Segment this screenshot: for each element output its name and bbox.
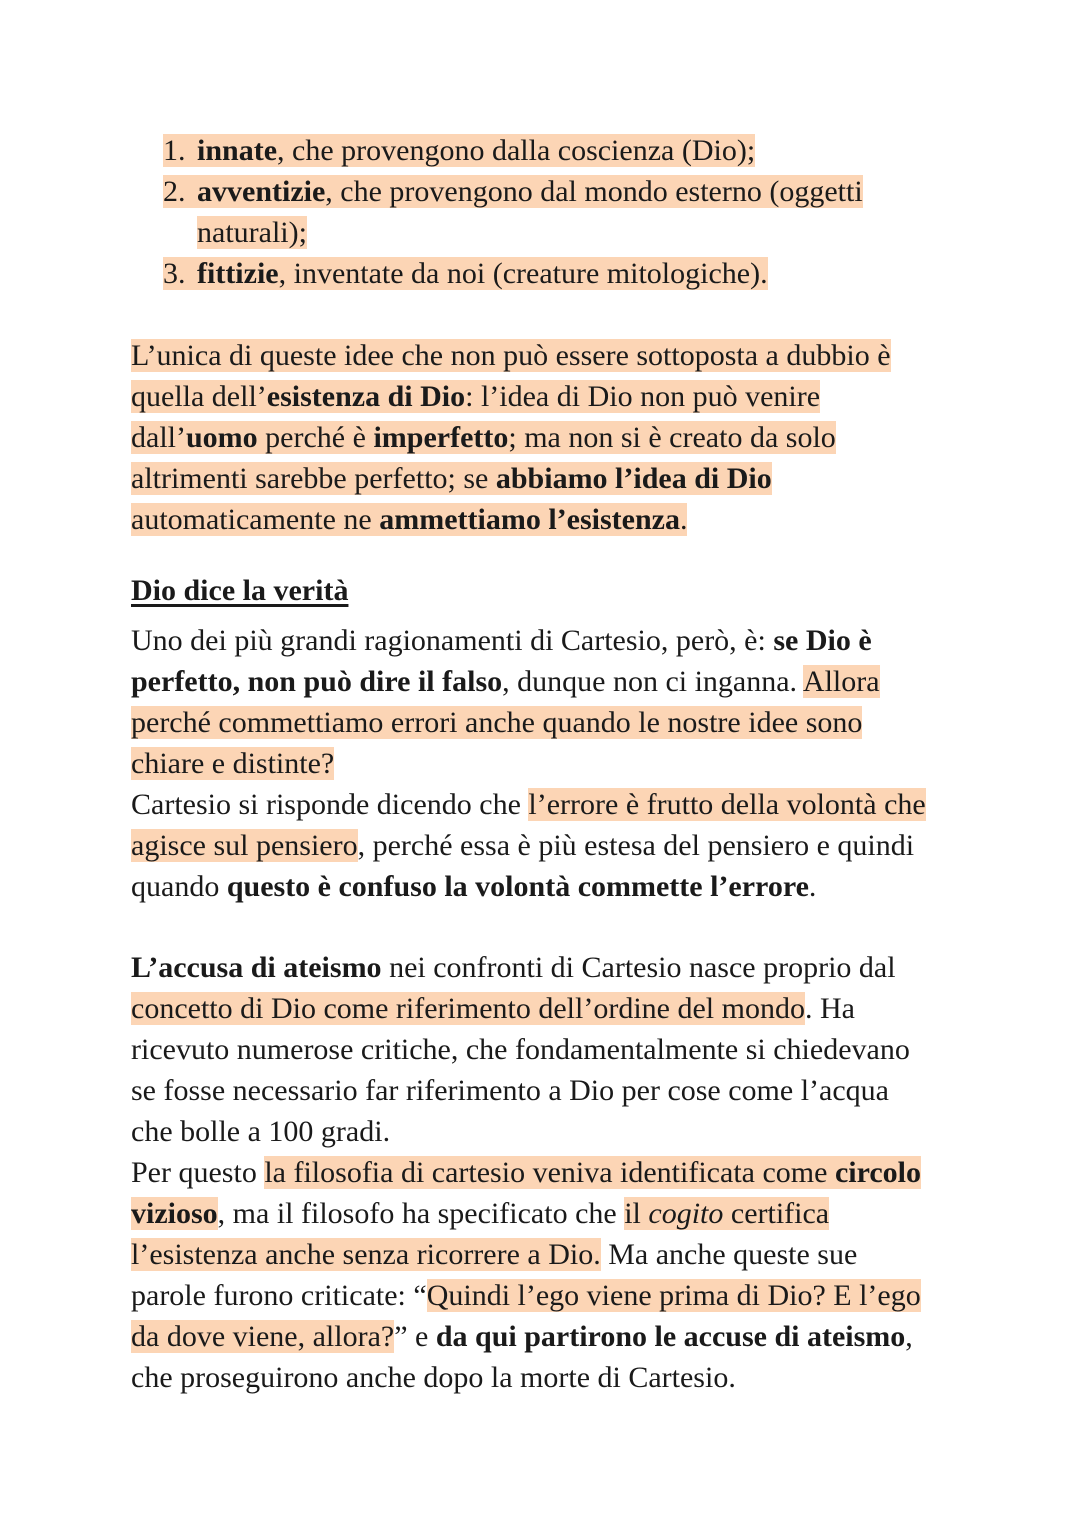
paragraph-line: perché commettiamo errori anche quando le nostre idee sono: [131, 706, 863, 739]
paragraph-line: Cartesio si risponde dicendo che l’errore è frutto della volontà che: [131, 788, 926, 821]
paragraph-line: L’accusa di ateismo nei confronti di Cartesio nasce proprio dal: [131, 951, 896, 984]
paragraph-line: da dove viene, allora?” e da qui partirono le accuse di ateismo,: [131, 1320, 913, 1353]
paragraph-line: quella dell’esistenza di Dio: l’idea di Dio non può venire: [131, 380, 821, 413]
section-heading: Dio dice la verità: [131, 574, 349, 607]
paragraph-line: se fosse necessario far riferimento a Dio per cose come l’acqua: [131, 1074, 889, 1107]
paragraph-line: automaticamente ne ammettiamo l’esistenza.: [131, 503, 688, 536]
paragraph-line: concetto di Dio come riferimento dell’ordine del mondo. Ha: [131, 992, 855, 1025]
paragraph-line: agisce sul pensiero, perché essa è più estesa del pensiero e quindi: [131, 829, 915, 862]
paragraph-line: perfetto, non può dire il falso, dunque non ci inganna. Allora: [131, 665, 880, 698]
paragraph-line: quando questo è confuso la volontà commette l’errore.: [131, 870, 817, 903]
paragraph-line: L’unica di queste idee che non può essere sottoposta a dubbio è: [131, 339, 891, 372]
list-item: 2. avventizie, che provengono dal mondo esterno (oggetti: [163, 175, 863, 208]
list-item: 3. fittizie, inventate da noi (creature mitologiche).: [163, 257, 768, 290]
paragraph-line: dall’uomo perché è imperfetto; ma non si è creato da solo: [131, 421, 836, 454]
list-item-continuation: naturali);: [197, 216, 307, 249]
paragraph-line: parole furono criticate: “Quindi l’ego viene prima di Dio? E l’ego: [131, 1279, 921, 1312]
paragraph-line: l’esistenza anche senza ricorrere a Dio. Ma anche queste sue: [131, 1238, 858, 1271]
paragraph-line: altrimenti sarebbe perfetto; se abbiamo l’idea di Dio: [131, 462, 772, 495]
paragraph-line: Uno dei più grandi ragionamenti di Cartesio, però, è: se Dio è: [131, 624, 872, 657]
paragraph-line: vizioso, ma il filosofo ha specificato che il cogito certifica: [131, 1197, 830, 1230]
paragraph-line: Per questo la filosofia di cartesio veniva identificata come circolo: [131, 1156, 922, 1189]
paragraph-line: che bolle a 100 gradi.: [131, 1115, 391, 1148]
paragraph-line: chiare e distinte?: [131, 747, 335, 780]
list-item: 1. innate, che provengono dalla coscienza (Dio);: [163, 134, 756, 167]
paragraph-line: che proseguirono anche dopo la morte di Cartesio.: [131, 1361, 736, 1394]
paragraph-line: ricevuto numerose critiche, che fondamentalmente si chiedevano: [131, 1033, 910, 1066]
